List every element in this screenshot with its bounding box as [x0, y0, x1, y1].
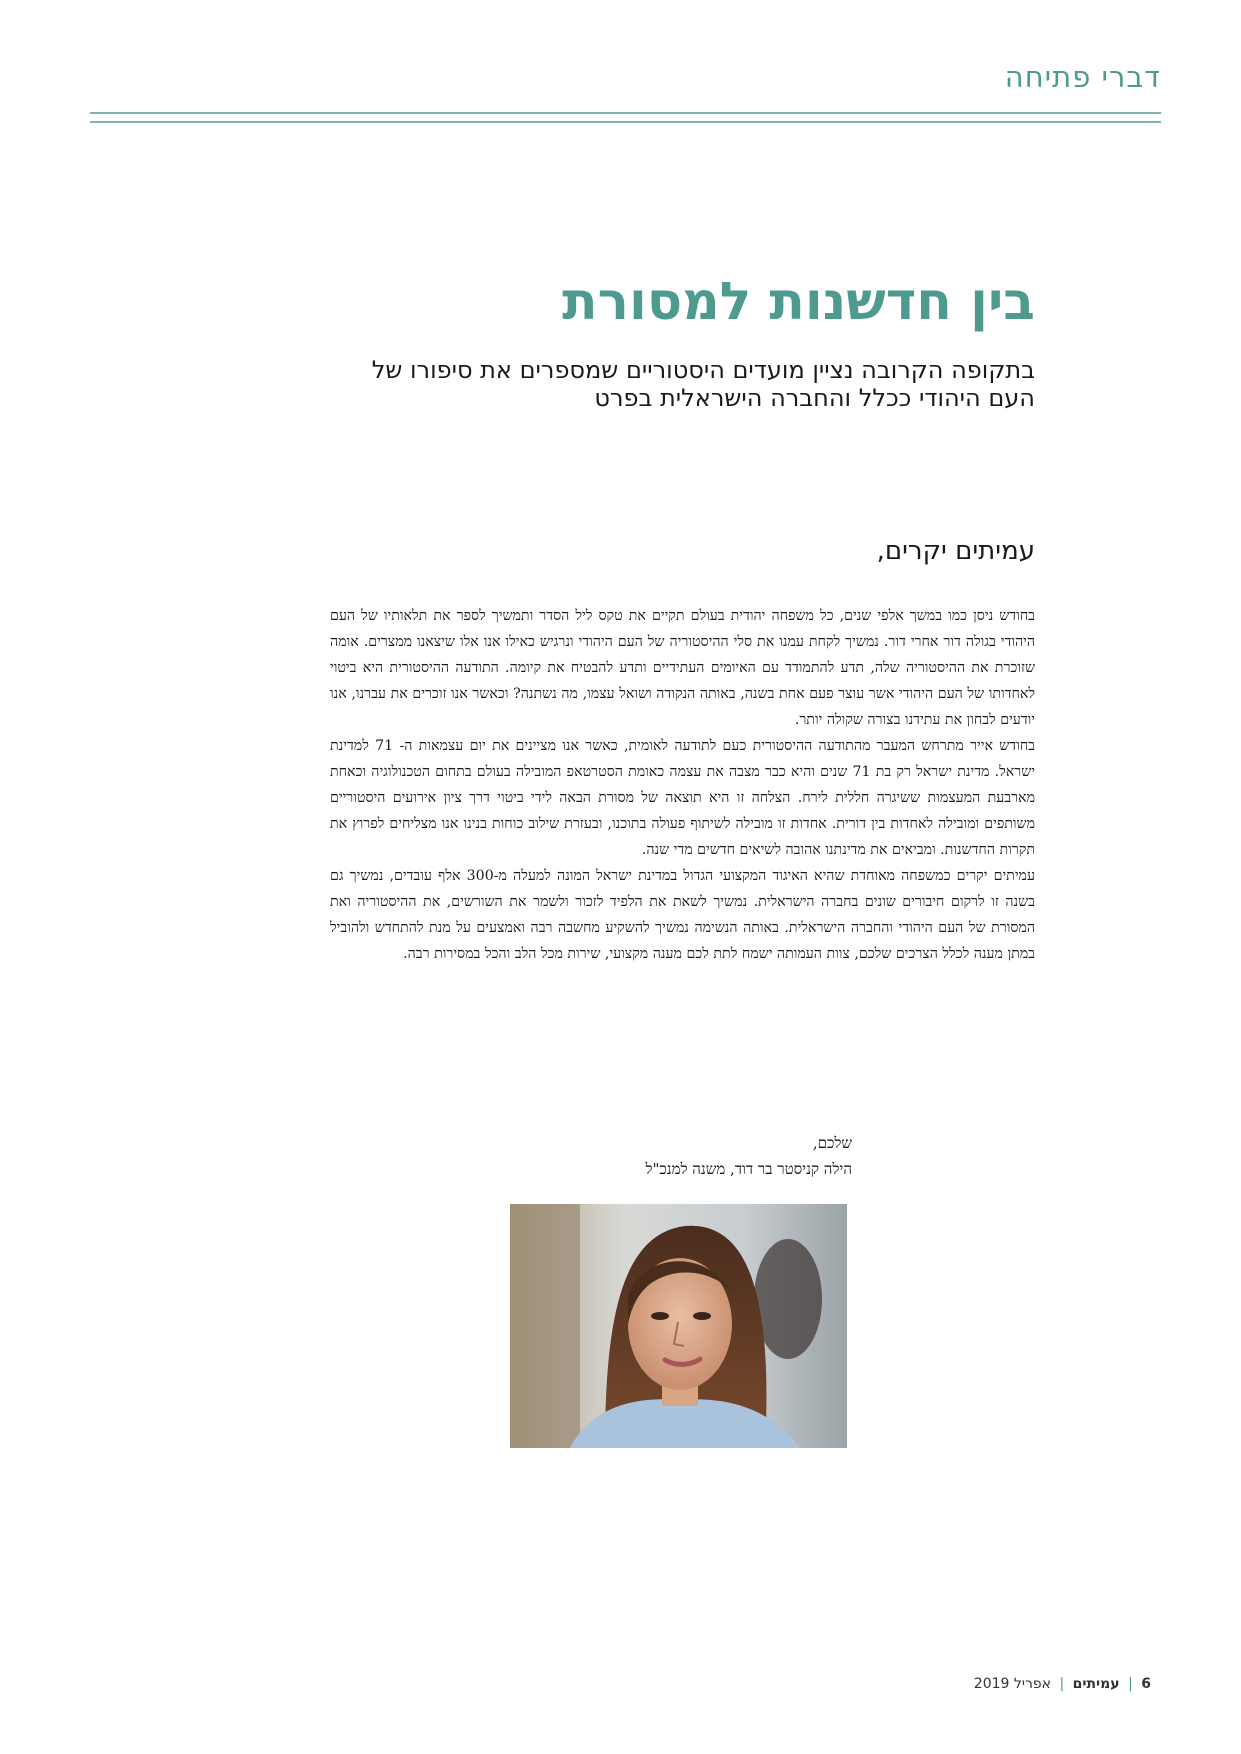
signoff — [645, 1130, 852, 1182]
header-rule-top — [90, 112, 1161, 114]
magazine-name: עמיתים — [1072, 1676, 1120, 1692]
footer-separator: | — [1059, 1676, 1065, 1692]
signoff-name-title: הילה קניסטר בר דוד, משנה למנכ"ל — [645, 1160, 852, 1178]
subtitle-line: בתקופה הקרובה נציין מועדים היסטוריים שמספרים את סיפורו של — [371, 356, 1035, 384]
portrait-photo — [510, 1204, 847, 1448]
section-label: דברי פתיחה — [1004, 60, 1161, 94]
article-body — [330, 603, 1035, 967]
header-rule-bottom — [90, 121, 1161, 123]
article-title: בין חדשנות למסורת — [562, 272, 1035, 332]
body-paragraph: בחודש אייר מתרחש המעבר מהתודעה ההיסטורית כעם לתודעה לאומית, כאשר אנו מציינים את יום עצמאות ה- 71 למדינת ישראל. מדינת ישראל רק בת 71 שנים והיא כבר מצבה את עצמה כאומת הסטרטאפ המובילה בעולם בתחום הטכנולוגיה וכאחת מארבעת המעצמות ששיגרה חללית לירח. הצלחה זו היא תוצאה של מסורת הבאה לידי ביטוי דרך ציון אירועים היסטוריים משותפים ומובילה לאחדות בין דורית. אחדות זו מובילה לשיתוף פעולה בתוכנו, ובעזרת שילוב כוחות בנינו אנו מצליחים לפרוץ את תקרות החדשנות. ומביאים את מדינתנו אהובה לשיאים חדשים מדי שנה. — [330, 738, 1035, 858]
footer-separator: | — [1128, 1676, 1133, 1692]
issue-date: אפריל 2019 — [973, 1676, 1051, 1692]
page-number: 6 — [1141, 1676, 1151, 1692]
article-subtitle — [315, 356, 1035, 412]
body-paragraph: בחודש ניסן כמו במשך אלפי שנים, כל משפחה יהודית בעולם תקיים את טקס ליל הסדר ותמשיך לספר את תלאותיו של העם היהודי בגולה דור אחרי דור. נמשיך לקחת עמנו את סלי ההיסטוריה של העם היהודי ונרגיש כאילו אנו אלו שיצאנו ממצרים. אומה שזוכרת את ההיסטוריה שלה, תדע להתמודד עם האיומים העתידיים ותדע להבטיח את קיומה. התודעה ההיסטורית היא ביטוי לאחדותו של העם היהודי אשר עוצר פעם אחת בשנה, באותה הנקודה ושואל עצמו, מה נשתנה? וכאשר אנו זוכרים את עברנו, אנו יודעים לבחון את עתידנו בצורה שקולה יותר. — [330, 608, 1035, 728]
subtitle-line: העם היהודי ככלל והחברה הישראלית בפרט — [594, 384, 1035, 412]
page-footer — [974, 1676, 1151, 1692]
body-paragraph: עמיתים יקרים כמשפחה מאוחדת שהיא האיגוד המקצועי הגדול במדינת ישראל המונה למעלה מ-300 אלף עובדים, נמשיך גם בשנה זו לרקום חיבורים שונים בחברה הישראלית. נמשיך לשאת את הלפיד לזכור ולשמר את השורשים, את ההיסטוריה ואת המסורת של העם היהודי והחברה הישראלית. באותה הנשימה נמשיך להשקיע מחשבה רבה ואמצעים על מנת להתחדש ולהוביל במתן מענה לכלל הצרכים שלכם, צוות העמותה ישמח לתת לכם מענה מקצועי, שירות מכל הלב והכל במסירות רבה. — [330, 868, 1035, 962]
portrait-photo-icon — [510, 1204, 847, 1448]
greeting: עמיתים יקרים, — [876, 536, 1035, 566]
signoff-closing: שלכם, — [812, 1134, 852, 1152]
